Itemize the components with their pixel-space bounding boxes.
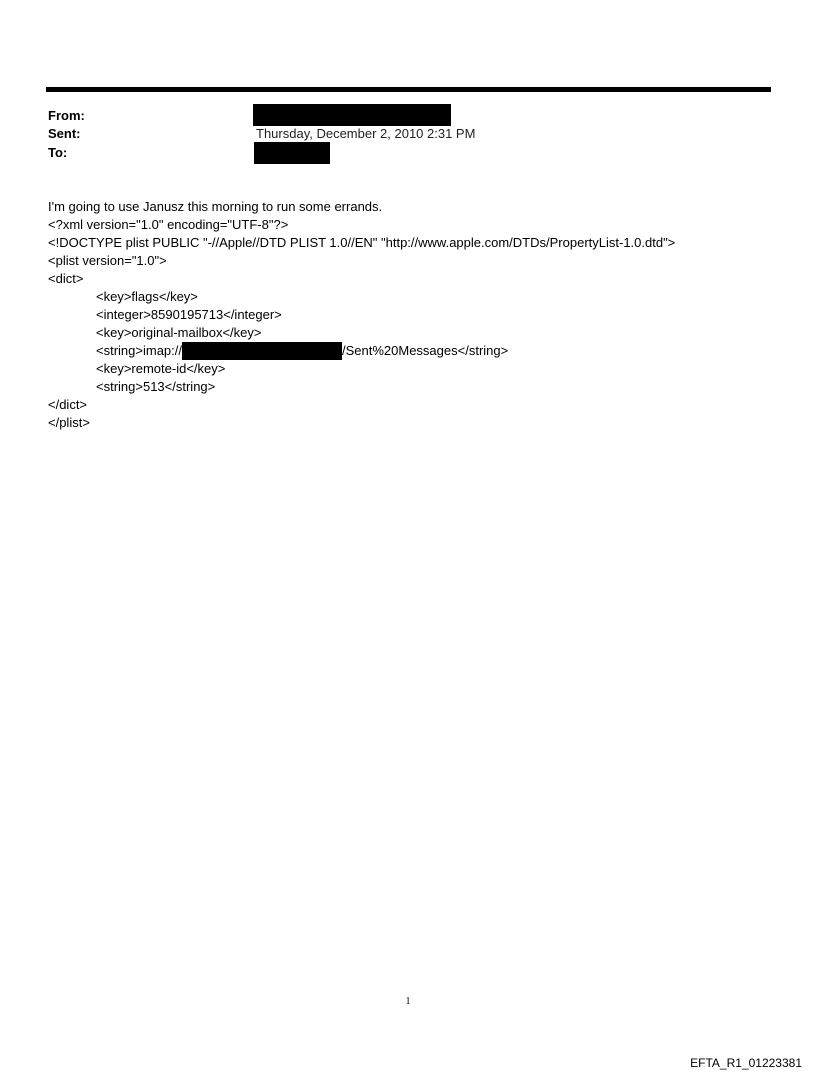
to-label: To:	[48, 145, 68, 160]
integer-flags: <integer>8590195713</integer>	[96, 307, 282, 322]
header-rule	[46, 87, 771, 92]
plist-close: </plist>	[48, 415, 90, 430]
string-mailbox-suffix: /Sent%20Messages</string>	[342, 343, 509, 358]
string-mailbox	[48, 342, 788, 360]
bates-number: EFTA_R1_01223381	[690, 1056, 802, 1070]
email-body	[48, 198, 788, 432]
from-label: From:	[48, 108, 85, 123]
doctype-line: <!DOCTYPE plist PUBLIC "-//Apple//DTD PLIST 1.0//EN" "http://www.apple.com/DTDs/PropertyList-1.0.dtd">	[48, 235, 676, 250]
string-remote-id: <string>513</string>	[96, 379, 216, 394]
to-redaction	[254, 142, 330, 164]
key-remote-id: <key>remote-id</key>	[96, 361, 226, 376]
sent-value: Thursday, December 2, 2010 2:31 PM	[256, 126, 476, 141]
key-original-mailbox: <key>original-mailbox</key>	[96, 325, 262, 340]
plist-open: <plist version="1.0">	[48, 253, 167, 268]
message-text: I'm going to use Janusz this morning to run some errands.	[48, 199, 383, 214]
string-mailbox-prefix: <string>imap://	[96, 343, 182, 358]
xml-declaration: <?xml version="1.0" encoding="UTF-8"?>	[48, 217, 289, 232]
page-number: 1	[405, 996, 411, 1007]
dict-open: <dict>	[48, 271, 84, 286]
mailbox-redaction	[182, 342, 342, 360]
from-redaction	[253, 104, 451, 126]
dict-close: </dict>	[48, 397, 88, 412]
key-flags: <key>flags</key>	[96, 289, 198, 304]
sent-label: Sent:	[48, 126, 81, 141]
